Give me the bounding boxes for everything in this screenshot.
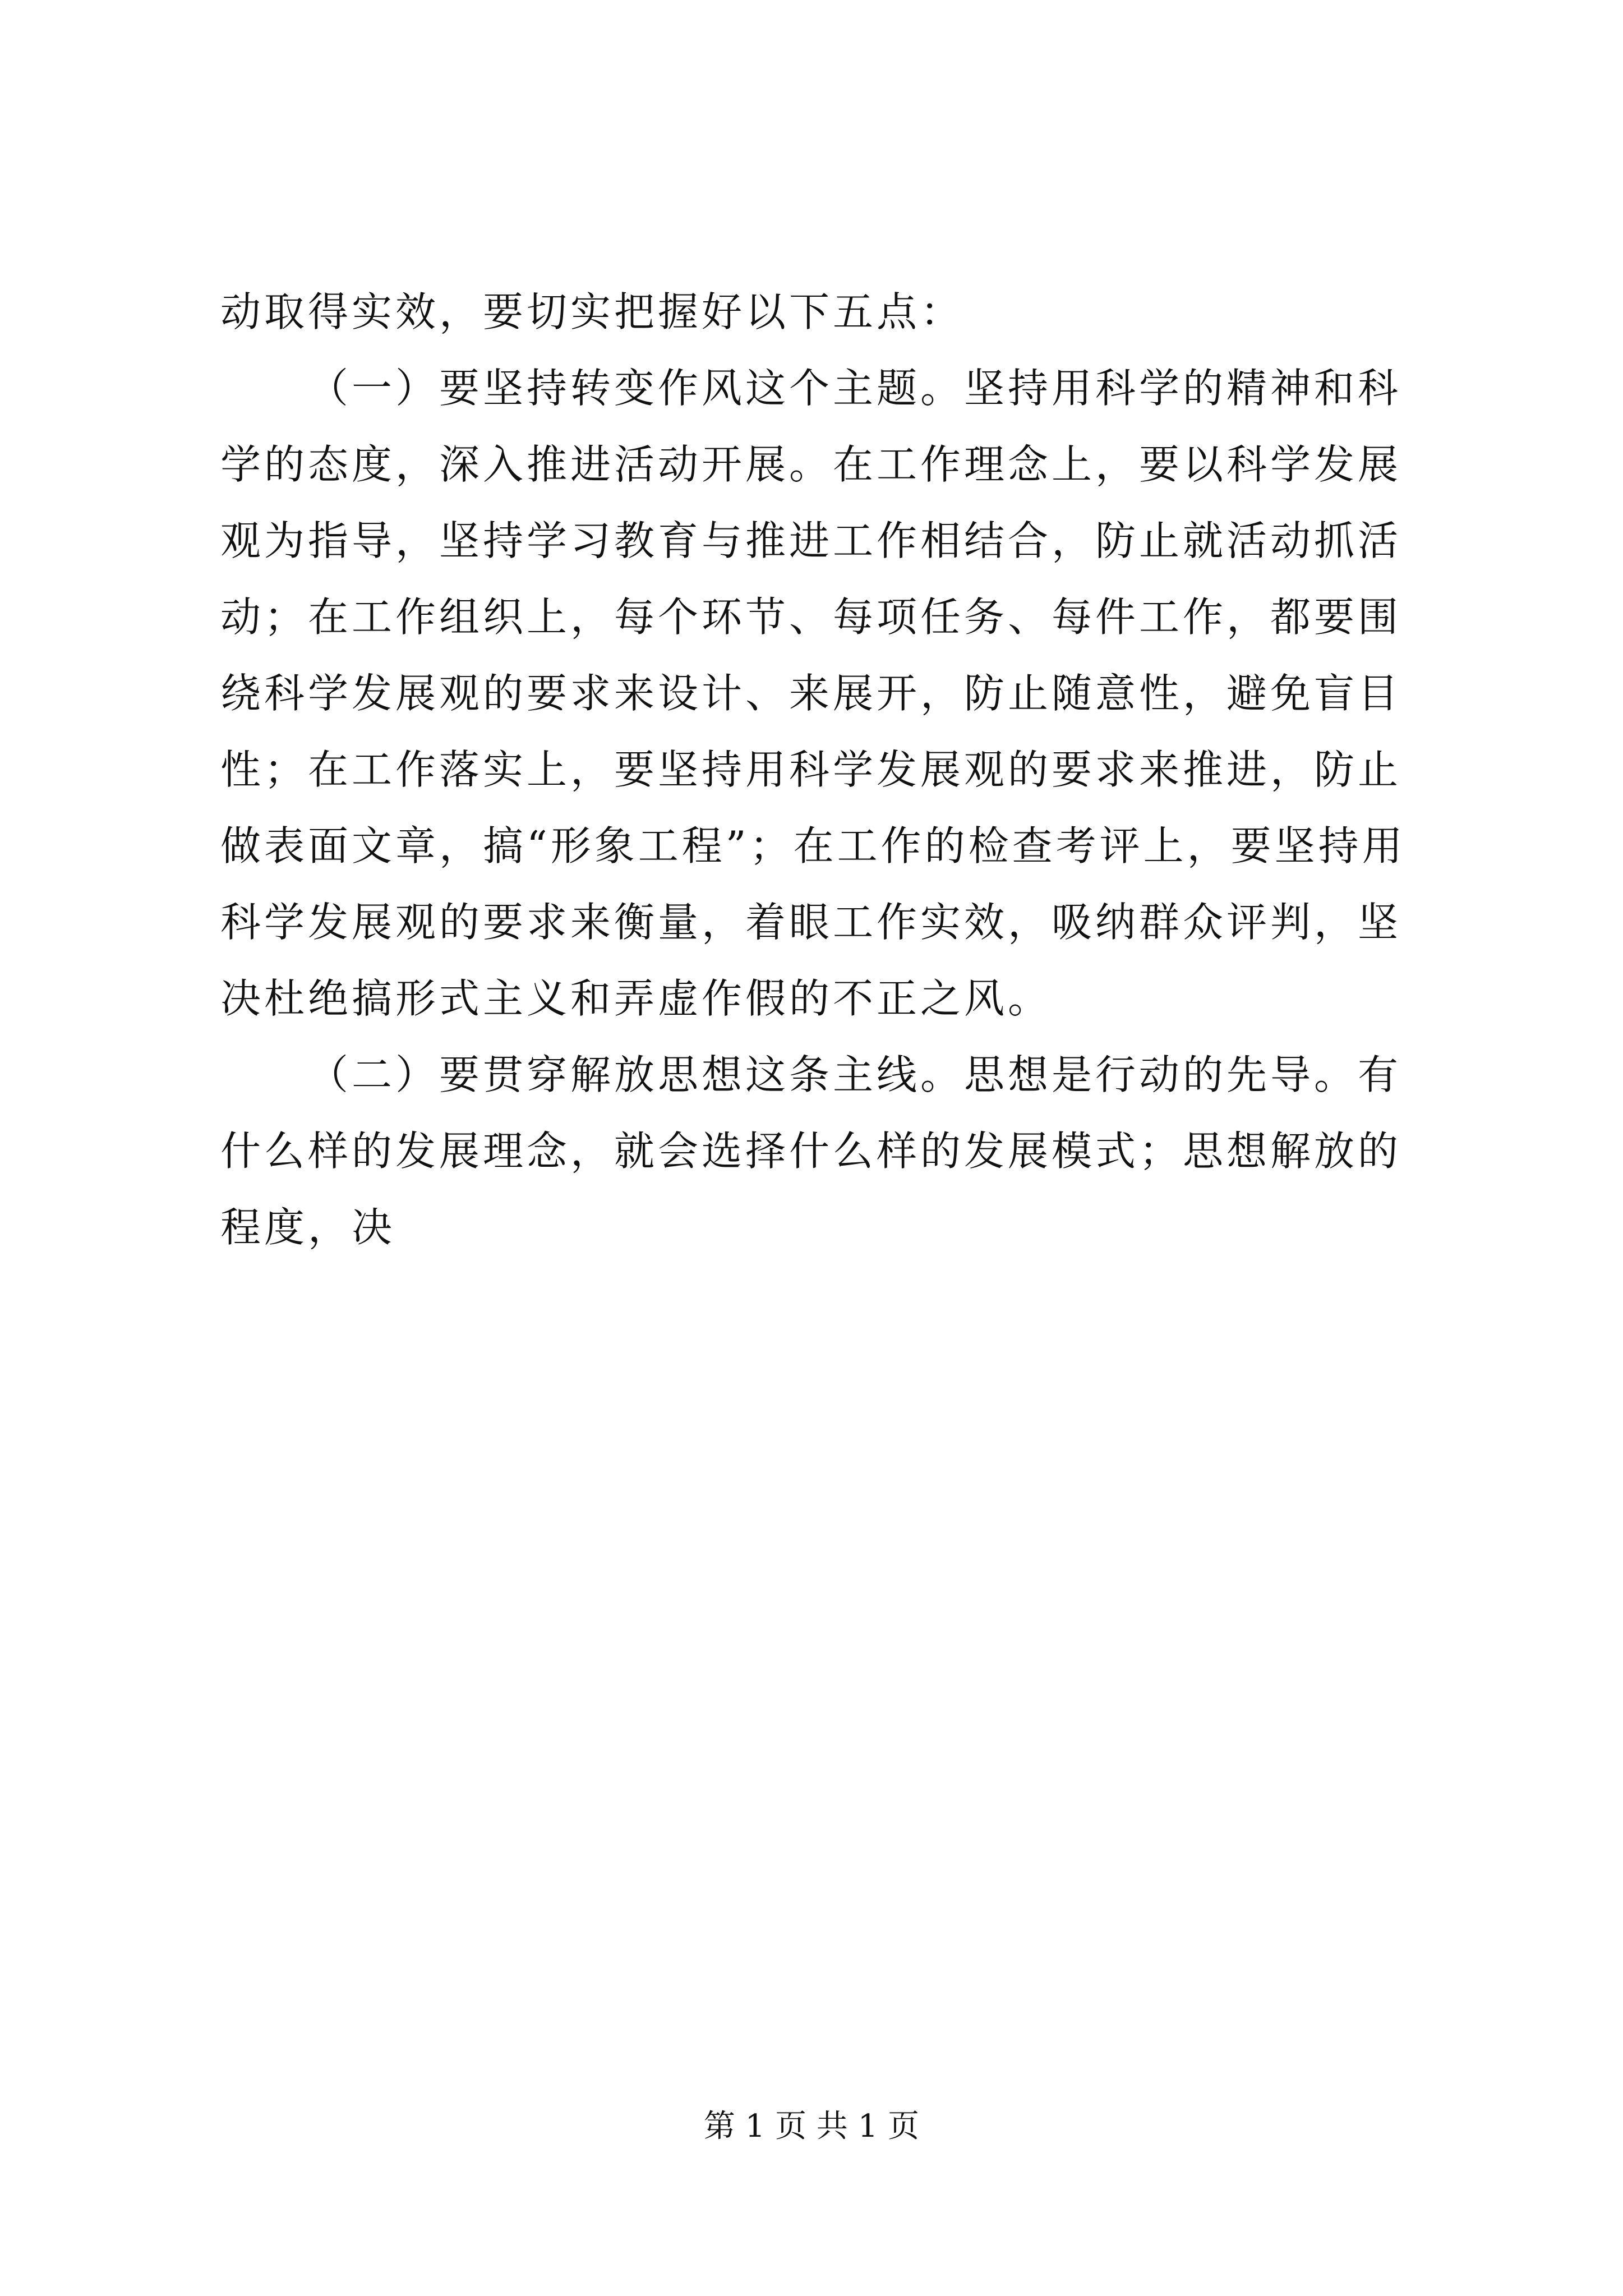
paragraph-continuation: 动取得实效，要切实把握好以下五点： (220, 288, 965, 335)
page-footer (0, 2106, 1623, 2147)
document-body (220, 274, 1432, 1266)
page-number-label: 第 1 页 共 1 页 (703, 2108, 920, 2145)
paragraph-section-one: （一）要坚持转变作风这个主题。坚持用科学的精神和科学的态度，深入推进活动开展。在工作理念上，要以科学发展观为指导，坚持学习教育与推进工作相结合，防止就活动抓活动；在工作组织上，每个环节、每项任务、每件工作，都要围绕科学发展观的要求来设计、来展开，防止随意性，避免盲目性；在工作落实上，要坚持用科学发展观的要求来推进，防止做表面文章，搞“形象工程”；在工作的检查考评上，要坚持用科学发展观的要求来衡量，着眼工作实效，吸纳群众评判，坚决杜绝搞形式主义和弄虚作假的不正之风。 (220, 365, 1406, 1022)
paragraph-section-two: （二）要贯穿解放思想这条主线。思想是行动的先导。有什么样的发展理念，就会选择什么样的发展模式；思想解放的程度，决 (220, 1051, 1402, 1251)
